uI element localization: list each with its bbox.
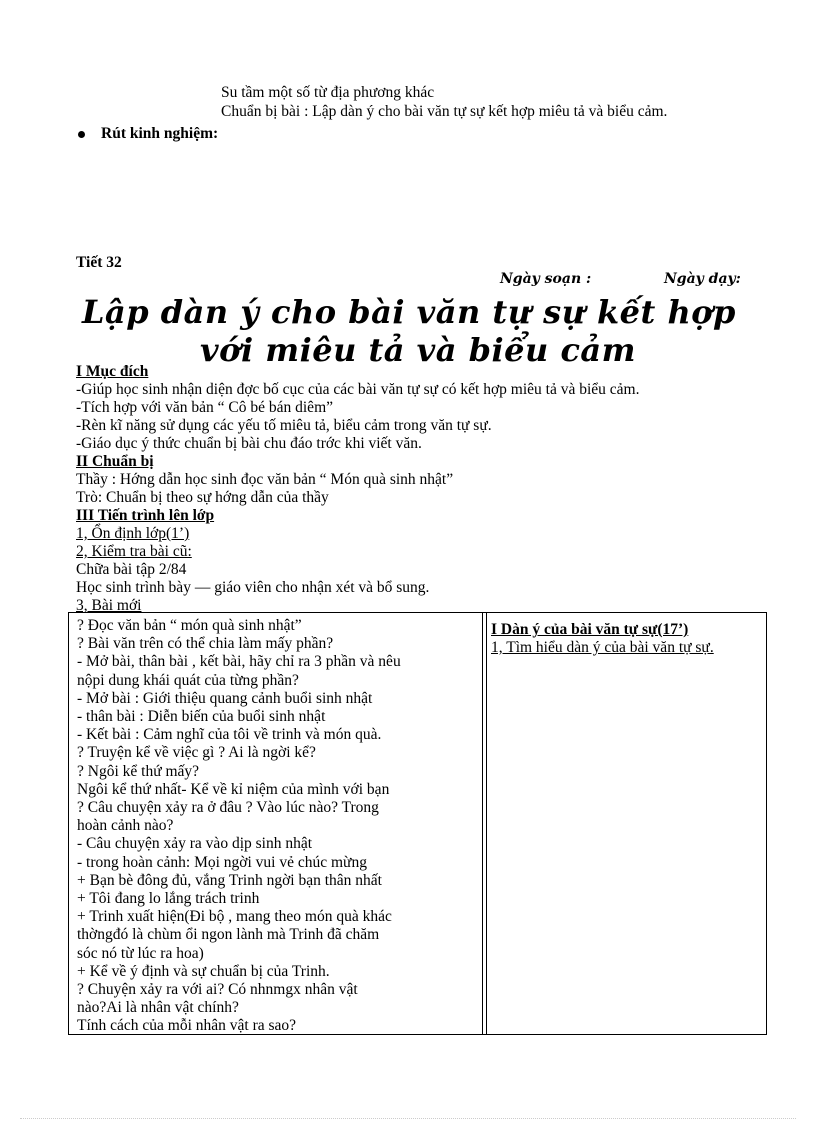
objective-line: -Giáo dục ý thức chuẩn bị bài chu đáo trớc khi viết văn. bbox=[76, 435, 422, 452]
activity-line: - trong hoàn cảnh: Mọi ngời vui vẻ chúc mừng bbox=[77, 853, 367, 871]
activity-line: Ngôi kể thứ nhất- Kể về kỉ niệm của mình với bạn bbox=[77, 780, 390, 798]
activity-line: ? Câu chuyện xảy ra ở đâu ? Vào lúc nào? Trong bbox=[77, 799, 379, 817]
activity-line: nộpi dung khái quát của từng phần? bbox=[77, 671, 299, 689]
activity-line: + Tôi đang lo lắng trách trinh bbox=[77, 890, 260, 908]
objective-line: -Giúp học sinh nhận diện đợc bố cục của các bài văn tự sự có kết hợp miêu tả và biểu cảm. bbox=[76, 381, 640, 398]
column-divider bbox=[486, 613, 487, 1034]
activity-line: ? Truyện kể về việc gì ? Ai là ngời kể? bbox=[77, 744, 316, 762]
section-procedure-heading: III Tiến trình lên lớp bbox=[76, 507, 215, 524]
activity-line: ? Đọc văn bản “ món quà sinh nhật” bbox=[77, 617, 302, 634]
preparation-line: Thầy : Hớng dẫn học sinh đọc văn bản “ Món quà sinh nhật” bbox=[76, 471, 454, 488]
procedure-line: 3, Bài mới bbox=[76, 597, 142, 614]
objective-line: -Tích hợp với văn bản “ Cô bé bán diêm” bbox=[76, 399, 333, 416]
activity-line: sóc nó từ lúc ra hoa) bbox=[77, 944, 204, 962]
activity-line: + Kể về ý định và sự chuẩn bị của Trinh. bbox=[77, 962, 330, 980]
preparation-line: Trò: Chuẩn bị theo sự hớng dẫn của thầy bbox=[76, 489, 329, 506]
activity-line: thờngđó là chùm ổi ngon lành mà Trinh đã chăm bbox=[77, 926, 380, 944]
page-bottom-divider bbox=[20, 1118, 796, 1119]
lesson-title-line-1: Lập dàn ý cho bài văn tự sự kết hợp bbox=[82, 293, 736, 331]
activity-line: - thân bài : Diễn biến của buổi sinh nhật bbox=[77, 708, 326, 726]
activity-line: + Bạn bè đông đủ, vắng Trinh ngời bạn thân nhất bbox=[77, 871, 382, 889]
activity-line: - Kết bài : Cảm nghĩ của tôi về trinh và món quà. bbox=[77, 726, 382, 744]
activity-line: nào?Ai là nhân vật chính? bbox=[77, 999, 239, 1017]
homework-line-1: Su tầm một số từ địa phương khác bbox=[221, 84, 435, 101]
procedure-line: 2, Kiểm tra bài cũ: bbox=[76, 543, 192, 560]
activity-line: - Mở bài, thân bài , kết bài, hãy chỉ ra 3 phần và nêu bbox=[77, 653, 401, 671]
bullet-icon bbox=[78, 131, 85, 138]
activity-line: hoàn cảnh nào? bbox=[77, 817, 174, 835]
homework-line-2: Chuẩn bị bài : Lập dàn ý cho bài văn tự sự kết hợp miêu tả và biểu cảm. bbox=[221, 103, 668, 120]
procedure-line: Chữa bài tập 2/84 bbox=[76, 561, 187, 578]
outline-heading: I Dàn ý của bài văn tự sự(17’) bbox=[491, 621, 689, 638]
outline-subheading: 1, Tìm hiểu dàn ý của bài văn tự sự. bbox=[491, 639, 714, 656]
lesson-table bbox=[68, 612, 767, 1035]
section-preparation-heading: II Chuẩn bị bbox=[76, 453, 154, 470]
activity-line: - Mở bài : Giới thiệu quang cảnh buổi sinh nhật bbox=[77, 689, 373, 707]
date-prepared-label: Ngày soạn : bbox=[500, 271, 592, 287]
lesson-content-column bbox=[491, 621, 761, 657]
activity-line: ? Chuyện xảy ra với ai? Có nhnmgx nhân vật bbox=[77, 981, 358, 999]
section-objectives-heading: I Mục đích bbox=[76, 363, 149, 380]
experience-heading: Rút kinh nghiệm: bbox=[101, 125, 219, 142]
procedure-line: Học sinh trình bày — giáo viên cho nhận xét và bổ sung. bbox=[76, 579, 430, 596]
teacher-student-activities bbox=[77, 617, 477, 1036]
procedure-line: 1, Ổn định lớp(1’) bbox=[76, 525, 190, 542]
activity-line: - Câu chuyện xảy ra vào dịp sinh nhật bbox=[77, 835, 313, 853]
activity-line: ? Bài văn trên có thể chia làm mấy phần? bbox=[77, 635, 334, 653]
lesson-label: Tiết 32 bbox=[76, 254, 122, 271]
lesson-title-line-2: với miêu tả và biểu cảm bbox=[200, 331, 637, 369]
activity-line: ? Ngôi kể thứ mấy? bbox=[77, 762, 200, 780]
objective-line: -Rèn kĩ năng sử dụng các yếu tố miêu tả, biểu cảm trong văn tự sự. bbox=[76, 417, 492, 434]
activity-line: Tính cách của mỗi nhân vật ra sao? bbox=[77, 1017, 297, 1035]
date-taught-label: Ngày dạy: bbox=[664, 271, 741, 287]
column-divider bbox=[482, 613, 483, 1034]
activity-line: + Trinh xuất hiện(Đi bộ , mang theo món quà khác bbox=[77, 908, 392, 926]
